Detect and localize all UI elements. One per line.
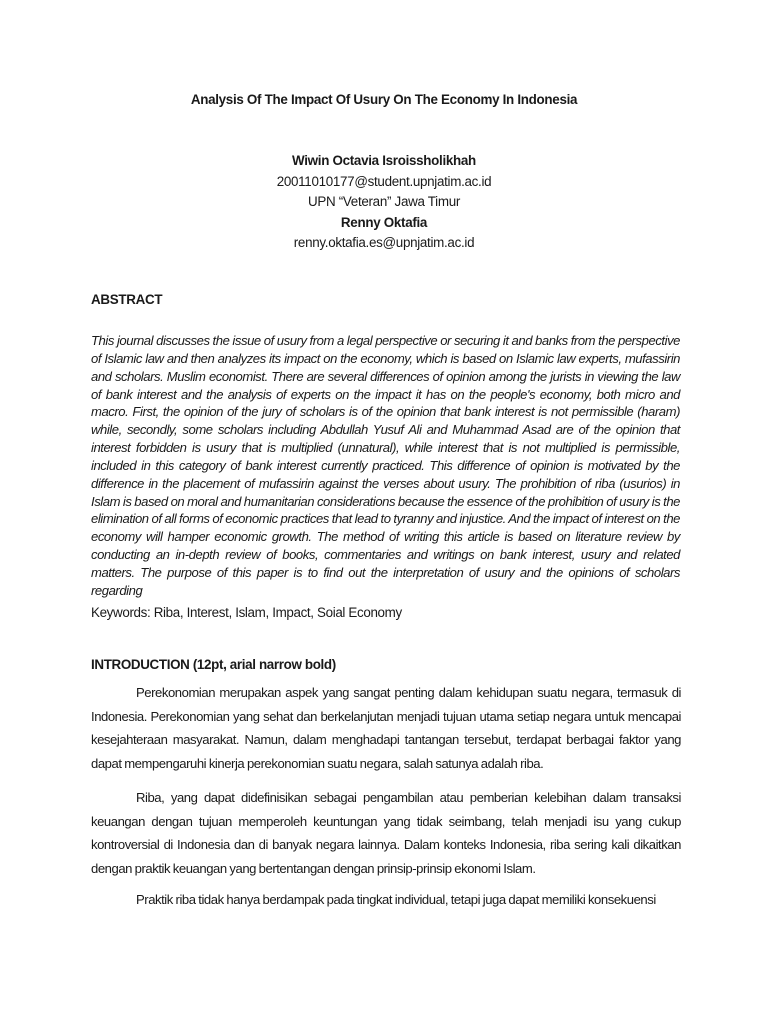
author-affiliation-1: UPN “Veteran” Jawa Timur — [307, 194, 461, 209]
author-email-1: 20011010177@student.upnjatim.ac.id — [276, 173, 492, 189]
keywords: Keywords: Riba, Interest, Islam, Impact, Soial Economy — [91, 605, 402, 620]
author-email-2: renny.oktafia.es@upnjatim.ac.id — [293, 235, 475, 250]
body-paragraph-3: Praktik riba tidak hanya berdampak pada tingkat individual, tetapi juga dapat memiliki konsekuensi — [136, 892, 656, 907]
abstract-heading: ABSTRACT — [91, 292, 163, 307]
author-name-2: Renny Oktafia — [340, 214, 428, 230]
author-name-1: Wiwin Octavia Isroissholikhah — [292, 153, 476, 168]
author-block — [0, 151, 768, 254]
introduction-heading — [91, 657, 336, 672]
introduction-title: INTRODUCTION — [91, 657, 190, 672]
body-paragraph-1: Perekonomian merupakan aspek yang sangat penting dalam kehidupan suatu negara, termasuk di Indonesia. Perekonomian yang sehat dan berkelanjutan menjadi tujuan utama setiap negara untuk mencapai kesejahteraan masyarakat. Namun, dalam menghadapi tantangan tersebut, terdapat berbagai faktor yang dapat mempengaruhi kinerja perekonomian suatu negara, salah satunya adalah riba. — [91, 685, 681, 772]
introduction-format-note: (12pt, arial narrow bold) — [189, 657, 336, 672]
body-paragraph-2: Riba, yang dapat didefinisikan sebagai pengambilan atau pemberian kelebihan dalam transaksi keuangan dengan tujuan memperoleh keuntungan yang tidak seimbang, telah menjadi isu yang cukup kontroversial di Indonesia dan di banyak negara lainnya. Dalam konteks Indonesia, riba sering kali dikaitkan dengan praktik keuangan yang bertentangan dengan prinsip-prinsip ekonomi Islam. — [91, 790, 681, 877]
abstract-text: This journal discusses the issue of usury from a legal perspective or securing it and banks from the perspective of Islamic law and then analyzes its impact on the economy, which is based on Islamic law experts, mufassirin and scholars. Muslim economist. There are several differences of opinion among the jurists in viewing the law of bank interest and the analysis of experts on the impact it has on the people's economy, both micro and macro. First, the opinion of the jury of scholars is of the opinion that bank interest is not permissible (haram) while, secondly, some scholars including Abdullah Yusuf Ali and Muhammad Asad are of the opinion that interest forbidden is usury that is multiplied (unnatural), while interest that is not multiplied is permissible, included in this category of bank interest currently practiced. This difference of opinion is motivated by the difference in the placement of mufassirin against the verses about usury. The prohibition of riba (usurios) in Islam is based on moral and humanitarian considerations because the essence of the prohibition of usury is the elimination of all forms of economic practices that lead to tyranny and injustice. And the impact of interest on the economy will hamper economic growth. The method of writing this article is based on literature review by conducting an in-depth review of books, commentaries and writings on bank interest, usury and related matters. The purpose of this paper is to find out the interpretation of usury and the opinions of scholars regarding — [91, 333, 680, 598]
paper-title: Analysis Of The Impact Of Usury On The Economy In Indonesia — [190, 92, 578, 107]
